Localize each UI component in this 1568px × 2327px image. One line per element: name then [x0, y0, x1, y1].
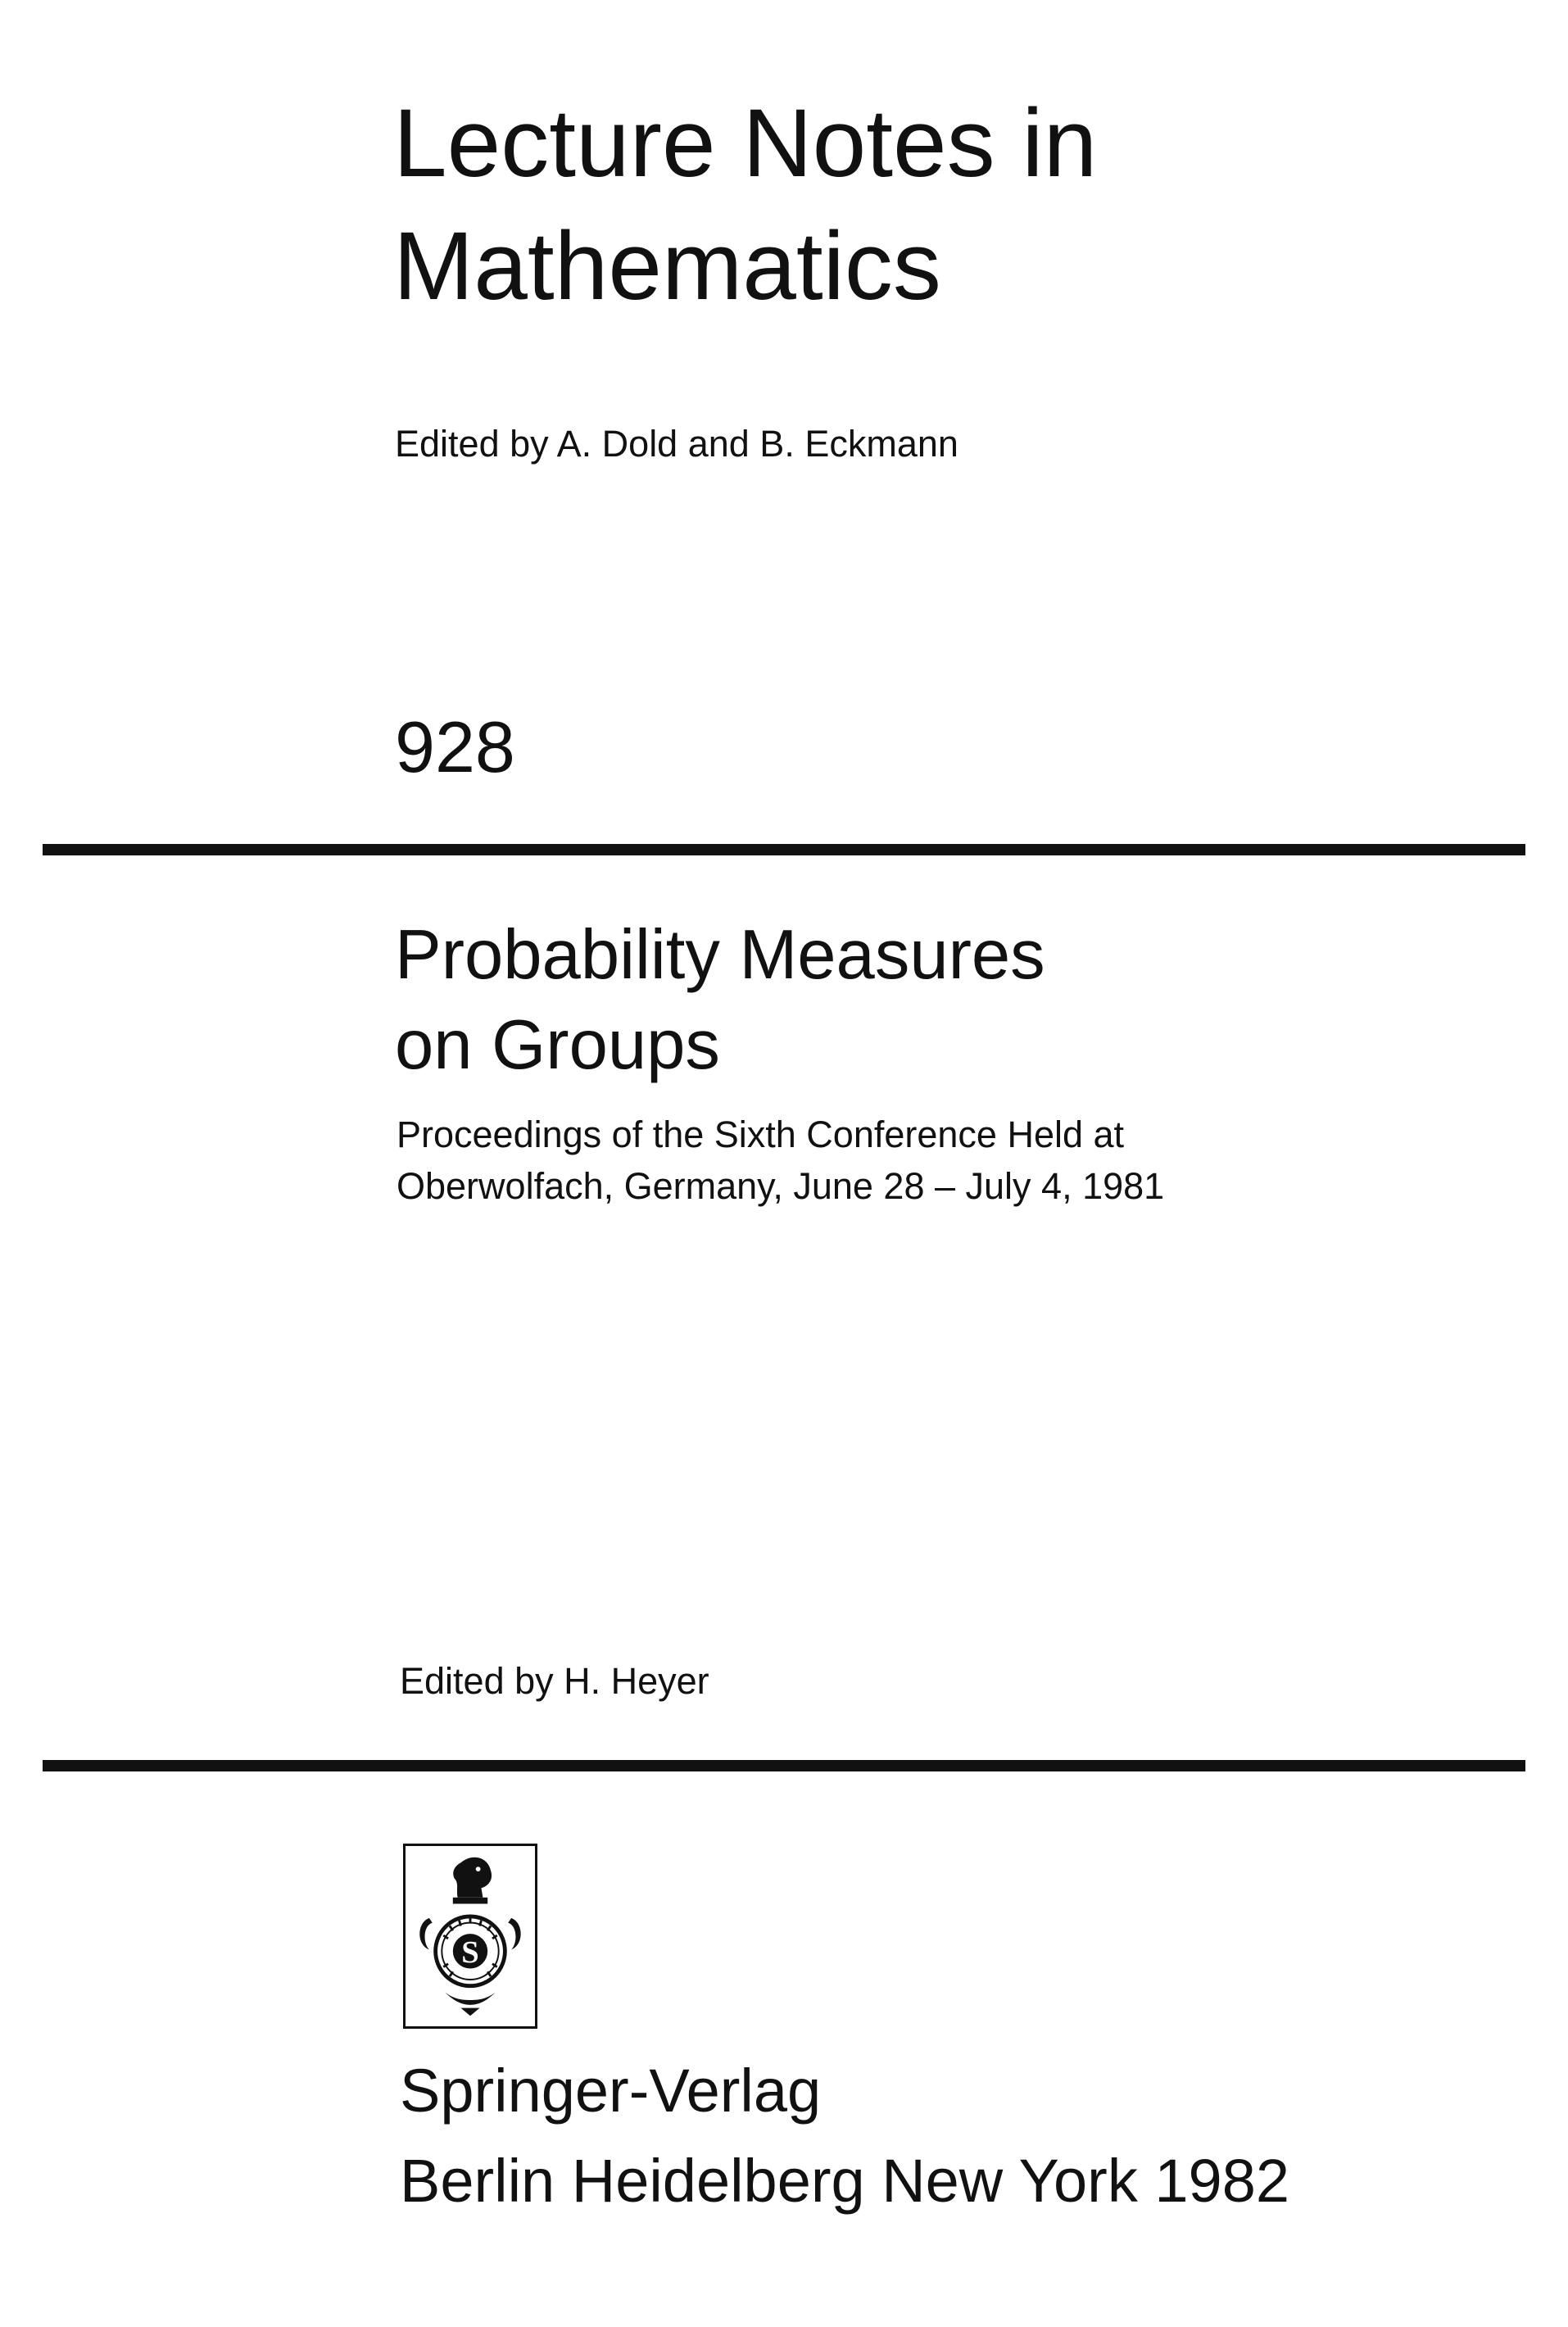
book-title-line1: Probability Measures — [395, 916, 1045, 994]
volume-number: 928 — [395, 706, 515, 787]
series-title-line2: Mathematics — [393, 212, 941, 320]
subtitle-line2: Oberwolfach, Germany, June 28 – July 4, 1981 — [397, 1165, 1165, 1207]
bottom-divider — [43, 1760, 1525, 1771]
series-editors: Edited by A. Dold and B. Eckmann — [395, 423, 958, 465]
publisher-name: Springer-Verlag — [400, 2057, 822, 2125]
subtitle-line1: Proceedings of the Sixth Conference Held at — [397, 1114, 1125, 1155]
series-title-line1: Lecture Notes in — [393, 89, 1098, 197]
book-title-line2: on Groups — [395, 1006, 720, 1084]
volume-editor: Edited by H. Heyer — [400, 1660, 709, 1702]
top-divider — [43, 844, 1525, 855]
springer-knight-logo-icon — [403, 1844, 537, 2029]
publisher-cities-year: Berlin Heidelberg New York 1982 — [400, 2147, 1290, 2215]
svg-text:S: S — [461, 1935, 479, 1970]
